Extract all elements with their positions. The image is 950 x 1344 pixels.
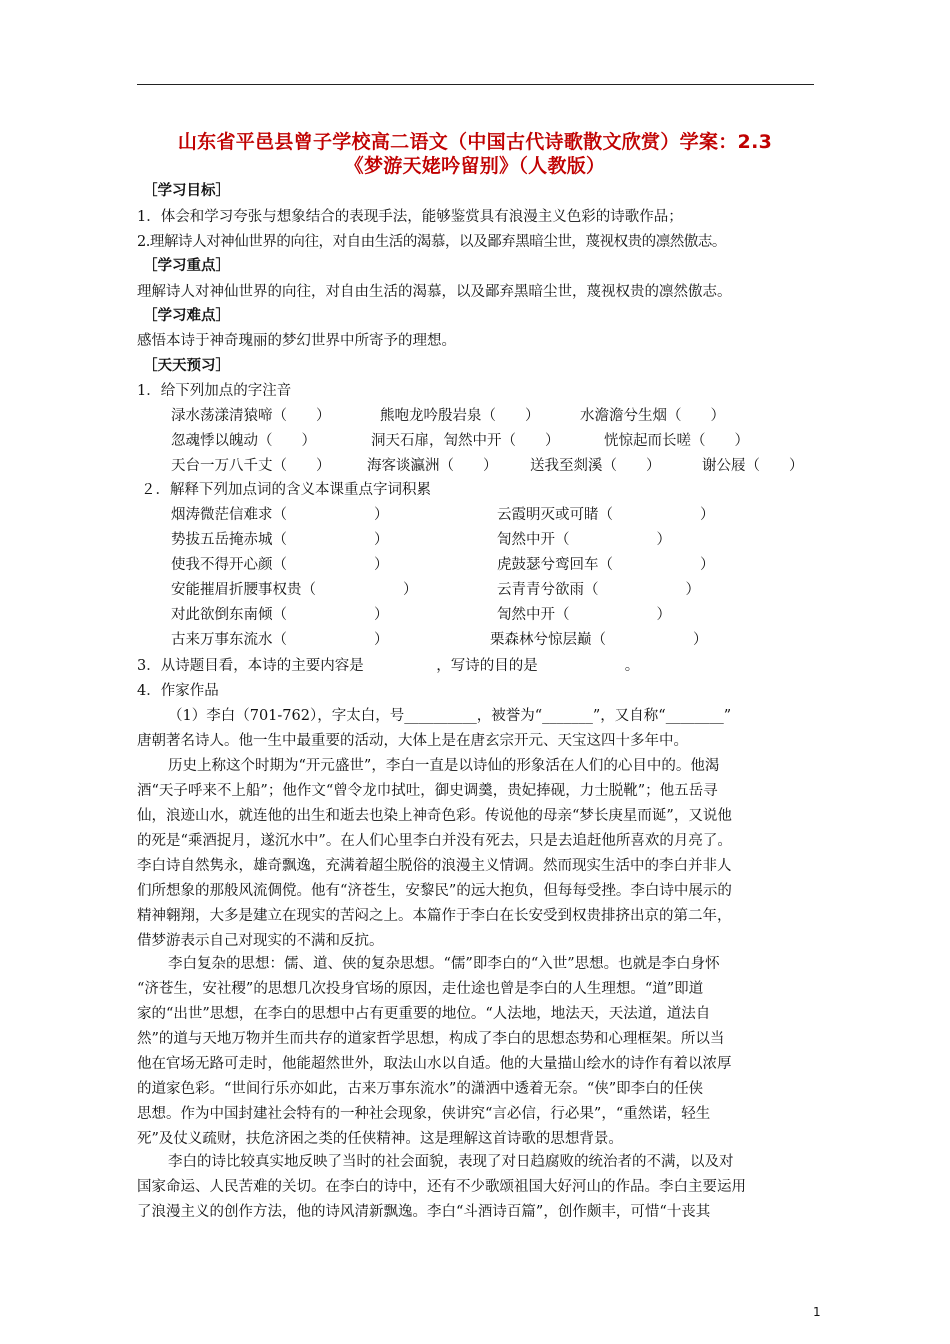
paragraph-line: 酒“天子呼来不上船”；他作文“曾令龙巾拭吐，御史调羹，贵妃捧砚，力士脱靴”；他五岳寻 — [137, 783, 718, 799]
paragraph-line: 精神翱翔，大多是建立在现实的苦闷之上。本篇作于李白在长安受到权贵排挤出京的第二年， — [137, 908, 732, 924]
meaning-item: 古来万事东流水（ ） — [171, 632, 389, 648]
objective-item-2: 2.理解诗人对神仙世界的向往，对自由生活的渴慕，以及鄙弃黑暗尘世，蔑视权贵的凛然傲志。 — [137, 234, 726, 250]
meaning-item: 訇然中开（ ） — [497, 607, 671, 623]
document-title-line-2: 《梦游天姥吟留别》（人教版） — [344, 155, 606, 177]
section-heading-objectives: ［学习目标］ — [143, 183, 230, 199]
paragraph-line: 李白的诗比较真实地反映了当时的社会面貌，表现了对日趋腐败的统治者的不满，以及对 — [168, 1154, 734, 1170]
pinyin-item: 忽魂悸以魄动（ ） — [171, 433, 316, 449]
paragraph-line: 仙，浪迹山水，就连他的出生和逝去也染上神奇色彩。传说他的母亲“梦长庚星而诞”，又说他 — [137, 808, 732, 824]
section-heading-difficulty: ［学习难点］ — [143, 308, 230, 324]
meaning-item: 使我不得开心颜（ ） — [171, 557, 389, 573]
pinyin-item: 海客谈瀛洲（ ） — [367, 458, 498, 474]
pinyin-item: 水澹澹兮生烟（ ） — [580, 408, 725, 424]
paragraph-line: 了浪漫主义的创作方法，他的诗风清新飘逸。李白“斗酒诗百篇”，创作颇丰，可惜“十丧其 — [137, 1204, 711, 1220]
question-2: ２．解释下列加点词的含义本课重点字词积累 — [141, 482, 431, 498]
paragraph-line: 李白诗自然隽永，雄奇飘逸，充满着超尘脱俗的浪漫主义情调。然而现实生活中的李白并非人 — [137, 858, 732, 874]
objective-item-1: 1．体会和学习夸张与想象结合的表现手法，能够鉴赏具有浪漫主义色彩的诗歌作品； — [137, 209, 683, 225]
keypoint-text: 理解诗人对神仙世界的向往，对自由生活的渴慕，以及鄙弃黑暗尘世，蔑视权贵的凛然傲志。 — [137, 284, 732, 300]
meaning-item: 云霞明灭或可睹（ ） — [497, 507, 715, 523]
pinyin-item: 洞天石扉，訇然中开（ ） — [371, 433, 560, 449]
meaning-item: 对此欲倒东南倾（ ） — [171, 607, 389, 623]
paragraph-line: 们所想象的那般风流倜傥。他有“济苍生，安黎民”的远大抱负，但每每受挫。李白诗中展示的 — [137, 883, 732, 899]
pinyin-item: 渌水荡漾清猿啼（ ） — [171, 408, 331, 424]
paragraph-line: 李白复杂的思想：儒、道、侠的复杂思想。“儒”即李白的“入世”思想。也就是李白身怀 — [168, 956, 720, 972]
paragraph-line: 思想。作为中国封建社会特有的一种社会现象，侠讲究“言必信，行必果”，“重然诺，轻生 — [137, 1106, 711, 1122]
paragraph-line: 借梦游表示自己对现实的不满和反抗。 — [137, 933, 384, 949]
paragraph-line: 他在官场无路可走时，他能超然世外，取法山水以自适。他的大量描山绘水的诗作有着以浓厚 — [137, 1056, 732, 1072]
page-number: 1 — [813, 1305, 821, 1319]
meaning-item: 云青青兮欲雨（ ） — [497, 582, 700, 598]
document-title-line-1: 山东省平邑县曾子学校高二语文（中国古代诗歌散文欣赏）学案：2.3 — [177, 131, 773, 153]
paragraph-line: 死”及仗义疏财，扶危济困之类的任侠精神。这是理解这首诗歌的思想背景。 — [137, 1131, 623, 1147]
paragraph-line: 的死是“乘酒捉月，遂沉水中”。在人们心里李白并没有死去，只是去追赶他所喜欢的月亮了。 — [137, 833, 732, 849]
paragraph-line: 国家命运、人民苦难的关切。在李白的诗中，还有不少歌颂祖国大好河山的作品。李白主要运用 — [137, 1179, 746, 1195]
paragraph-line: 然”的道与天地万物并生而共存的道家哲学思想，构成了李白的思想态势和心理框架。所以当 — [137, 1031, 725, 1047]
meaning-item: 栗森林兮惊层巅（ ） — [490, 632, 708, 648]
paragraph-line: 历史上称这个时期为“开元盛世”，李白一直是以诗仙的形象活在人们的心目中的。他渴 — [168, 758, 720, 774]
paragraph-line: “济苍生，安社稷”的思想几次投身官场的原因，走仕途也曾是李白的人生理想。“道”即道 — [137, 981, 704, 997]
pinyin-item: 送我至剡溪（ ） — [530, 458, 661, 474]
paragraph-line: 家的“出世”思想，在李白的思想中占有更重要的地位。“人法地，地法天，天法道，道法自 — [137, 1006, 711, 1022]
difficulty-text: 感悟本诗于神奇瑰丽的梦幻世界中所寄予的理想。 — [137, 333, 456, 349]
meaning-item: 烟涛微茫信难求（ ） — [171, 507, 389, 523]
meaning-item: 势拔五岳掩赤城（ ） — [171, 532, 389, 548]
paragraph-line: 唐朝著名诗人。他一生中最重要的活动，大体上是在唐玄宗开元、天宝这四十多年中。 — [137, 733, 688, 749]
meaning-item: 安能摧眉折腰事权贵（ ） — [171, 582, 418, 598]
section-heading-preview: ［天天预习］ — [143, 358, 230, 374]
meaning-item: 虎鼓瑟兮鸾回车（ ） — [497, 557, 715, 573]
header-rule — [137, 84, 814, 85]
section-heading-keypoints: ［学习重点］ — [143, 258, 230, 274]
question-3: 3．从诗题目看，本诗的主要内容是 ，写诗的目的是 。 — [137, 658, 640, 674]
pinyin-item: 熊咆龙吟殷岩泉（ ） — [380, 408, 540, 424]
pinyin-item: 恍惊起而长嗟（ ） — [604, 433, 749, 449]
pinyin-item: 谢公屐（ ） — [702, 458, 804, 474]
paragraph-line: 的道家色彩。“世间行乐亦如此，古来万事东流水”的潇洒中透着无奈。“侠”即李白的任侠 — [137, 1081, 704, 1097]
question-1: 1．给下列加点的字注音 — [137, 383, 292, 399]
question-4: 4．作家作品 — [137, 683, 219, 699]
paragraph-line: （1）李白（701-762），字太白，号__________，被誉为“_______”，又自称“________” — [168, 708, 732, 724]
meaning-item: 訇然中开（ ） — [497, 532, 671, 548]
pinyin-item: 天台一万八千丈（ ） — [171, 458, 331, 474]
